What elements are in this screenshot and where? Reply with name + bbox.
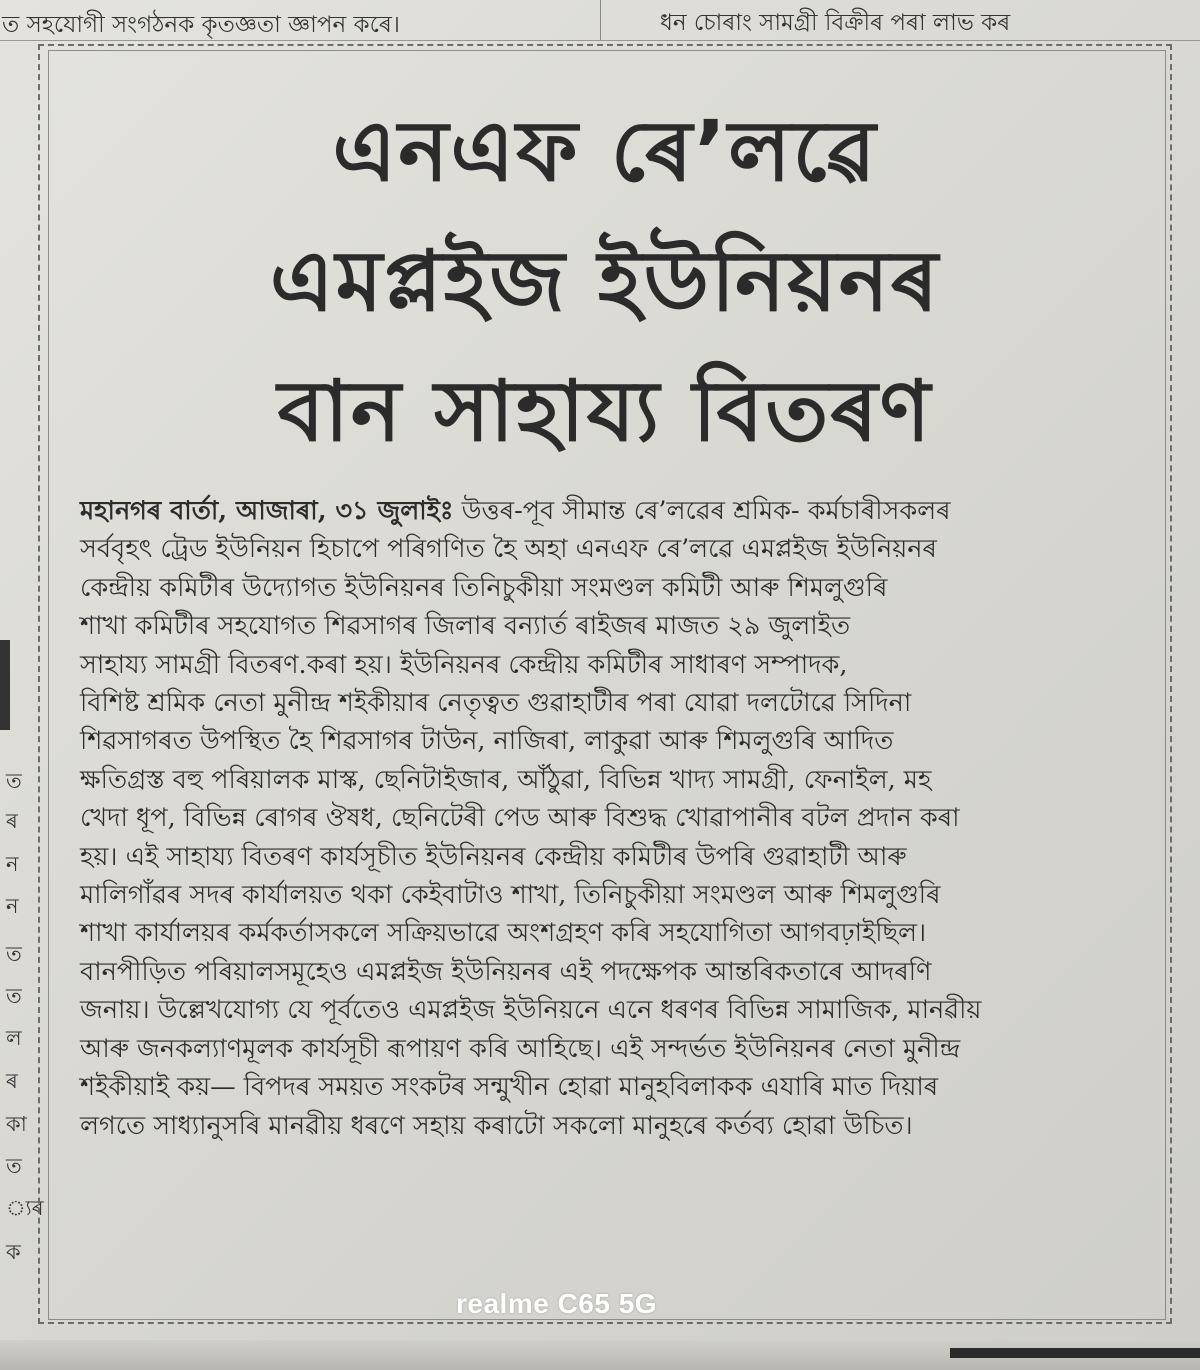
fragment: ্যৰ xyxy=(6,1196,44,1220)
article-line: বিশিষ্ট শ্ৰমিক নেতা মুনীন্দ্ৰ শইকীয়াৰ নেতৃত্বত গুৱাহাটীৰ পৰা যোৱা দলটোৱে সিদিনা xyxy=(80,688,912,719)
article-line: শাখা কাৰ্যালয়ৰ কৰ্মকৰ্তাসকলে সক্ৰিয়ভাৱে অংশগ্ৰহণ কৰি সহযোগিতা আগবঢ়াইছিল। xyxy=(80,918,927,949)
article-line: কেন্দ্ৰীয় কমিটীৰ উদ্যোগত ইউনিয়নৰ তিনিচুকীয়া সংমণ্ডল কমিটী আৰু শিমলুগুৰি xyxy=(80,572,888,603)
fragment: ত xyxy=(6,942,22,966)
fragment: ন xyxy=(6,894,19,918)
fragment: ল xyxy=(6,1026,22,1050)
article-line: মালিগাঁৱৰ সদৰ কাৰ্যালয়ত থকা কেইবাটাও শাখা, তিনিচুকীয়া সংমণ্ডল আৰু শিমলুগুৰি xyxy=(80,880,941,911)
article-line: শইকীয়াই কয়— বিপদৰ সময়ত সংকটৰ সন্মুখীন হোৱা মানুহবিলাকক এযাৰি মাত দিয়াৰ xyxy=(80,1072,939,1103)
article-line-1-text: উত্তৰ-পূব সীমান্ত ৰে’লৱেৰ শ্ৰমিক- কৰ্মচাৰীসকলৰ xyxy=(453,496,951,526)
article-line: জনায়। উল্লেখযোগ্য যে পূৰ্বতেও এমপ্লইজ ইউনিয়নে এনে ধৰণৰ বিভিন্ন সামাজিক, মানৱীয় xyxy=(80,995,982,1026)
top-strip xyxy=(0,0,1200,41)
article-line: হয়। এই সাহায্য বিতৰণ কাৰ্যসূচীত ইউনিয়নৰ কেন্দ্ৰীয় কমিটীৰ উপৰি গুৱাহাটী আৰু xyxy=(80,841,907,872)
article-line: লগতে সাধ্যানুসৰি মানৱীয় ধৰণে সহায় কৰাটো সকলো মানুহৰে কৰ্তব্য হোৱা উচিত। xyxy=(80,1110,913,1141)
headline xyxy=(60,86,1150,476)
headline-line-2: এমপ্লইজ ইউনিয়নৰ xyxy=(269,232,941,330)
article-line: শিৱসাগৰত উপস্থিত হৈ শিৱসাগৰ টাউন, নাজিৰা, লাকুৱা আৰু শিমলুগুৰি আদিত xyxy=(80,726,894,757)
headline-line-1: এনএফ ৰে’লৱে xyxy=(332,102,878,200)
article-line: ক্ষতিগ্ৰস্ত বহু পৰিয়ালক মাস্ক, ছেনিটাইজাৰ, আঁঠুৱা, বিভিন্ন খাদ্য সামগ্ৰী, ফেনাইল, মহ xyxy=(80,764,932,795)
article-body xyxy=(80,492,1140,1145)
article-line-1 xyxy=(80,492,1140,530)
top-left-snippet: ত সহযোগী সংগঠনক কৃতজ্ঞতা জ্ঞাপন কৰে। xyxy=(2,12,401,38)
article-line: বানপীড়িত পৰিয়ালসমূহেও এমপ্লইজ ইউনিয়নৰ এই পদক্ষেপক আন্তৰিকতাৰে আদৰণি xyxy=(80,956,932,987)
fragment: ত xyxy=(6,769,22,793)
article-line: সৰ্ববৃহৎ ট্ৰেড ইউনিয়ন হিচাপে পৰিগণিত হৈ অহা এনএফ ৰে’লৱে এমপ্লইজ ইউনিয়নৰ xyxy=(80,534,937,565)
fragment: কা xyxy=(6,1112,27,1136)
headline-line-3: বান সাহায্য বিতৰণ xyxy=(277,362,933,460)
fragment: ক xyxy=(6,1240,21,1264)
bottom-rule xyxy=(950,1348,1200,1358)
article-line: আৰু জনকল্যাণমূলক কাৰ্যসূচী ৰূপায়ণ কৰি আহিছে। এই সন্দৰ্ভত ইউনিয়নৰ নেতা মুনীন্দ্ৰ xyxy=(80,1033,961,1064)
fragment: ৰ xyxy=(6,1069,18,1093)
top-right-snippet: ধন চোৰাং সামগ্ৰী বিক্ৰীৰ পৰা লাভ কৰ xyxy=(660,10,1011,36)
camera-watermark: realme C65 5G xyxy=(456,1288,658,1319)
article-line: সাহায্য সামগ্ৰী বিতৰণ.কৰা হয়। ইউনিয়নৰ কেন্দ্ৰীয় কমিটীৰ সাধাৰণ সম্পাদক, xyxy=(80,649,848,680)
fragment: ত xyxy=(6,984,22,1008)
article-line: খেদা ধূপ, বিভিন্ন ৰোগৰ ঔষধ, ছেনিটেৰী পেড আৰু বিশুদ্ধ খোৱাপানীৰ বটল প্ৰদান কৰা xyxy=(80,803,960,834)
fragment: ত xyxy=(6,1154,22,1178)
left-rule xyxy=(0,640,10,730)
fragment: ৰ xyxy=(6,809,18,833)
article-line: শাখা কমিটীৰ সহযোগত শিৱসাগৰ জিলাৰ বন্যাৰ্ত ৰাইজৰ মাজত ২৯ জুলাইত xyxy=(80,611,851,642)
fragment: ন xyxy=(6,852,19,876)
dateline: মহানগৰ বাৰ্তা, আজাৰা, ৩১ জুলাইঃ xyxy=(80,496,454,526)
column-divider xyxy=(600,0,601,40)
